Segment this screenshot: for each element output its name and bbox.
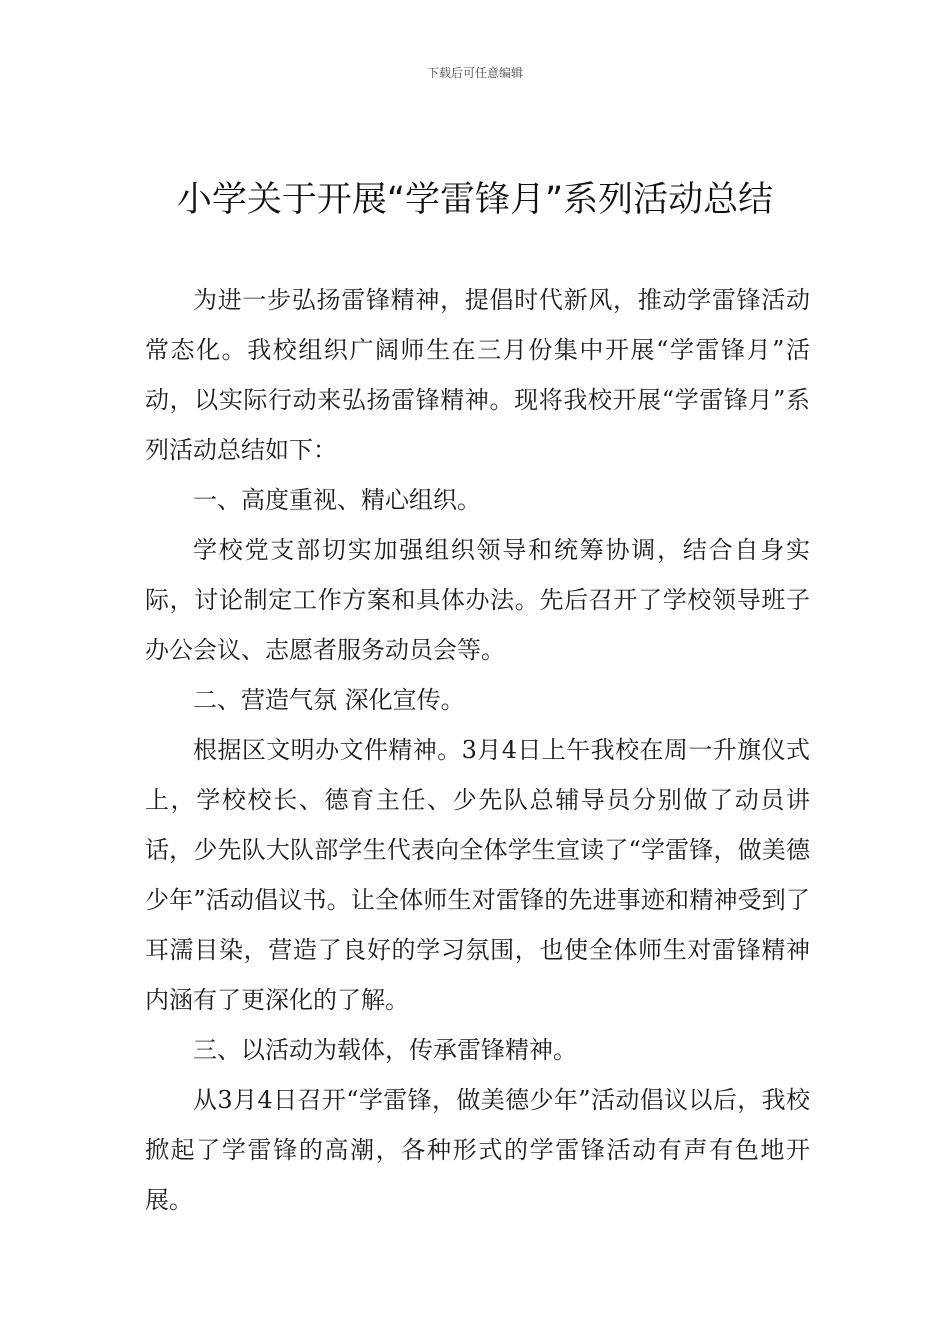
header-note: 下载后可任意编辑 (426, 66, 523, 80)
paragraph-intro: 为进一步弘扬雷锋精神，提倡时代新风，推动学雷锋活动常态化。我校组织广阔师生在三月份集中开展“学雷锋月”活动，以实际行动来弘扬雷锋精神。现将我校开展“学雷锋月”系列活动总结如下： (145, 286, 810, 464)
document-title: 小学关于开展“学雷锋月”系列活动总结 (176, 180, 774, 220)
section-heading-3: 三、以活动为载体，传承雷锋精神。 (193, 1036, 577, 1064)
paragraph-section-3: 从3月4日召开“学雷锋，做美德少年”活动倡议以后，我校掀起了学雷锋的高潮，各种形式的学雷锋活动有声有色地开展。 (145, 1086, 810, 1214)
paragraph-section-1: 学校党支部切实加强组织领导和统筹协调，结合自身实际，讨论制定工作方案和具体办法。先后召开了学校领导班子办公会议、志愿者服务动员会等。 (145, 536, 810, 664)
paragraph-section-2: 根据区文明办文件精神。3月4日上午我校在周一升旗仪式上，学校校长、德育主任、少先队总辅导员分别做了动员讲话，少先队大队部学生代表向全体学生宣读了“学雷锋，做美德少年”活动倡议书。让全体师生对雷锋的先进事迹和精神受到了耳濡目染，营造了良好的学习氛围，也使全体师生对雷锋精神内涵有了更深化的了解。 (145, 736, 810, 1014)
document-body (145, 275, 810, 1225)
section-heading-2: 二、营造气氛 深化宣传。 (193, 686, 465, 714)
section-heading-1: 一、高度重视、精心组织。 (193, 486, 481, 514)
